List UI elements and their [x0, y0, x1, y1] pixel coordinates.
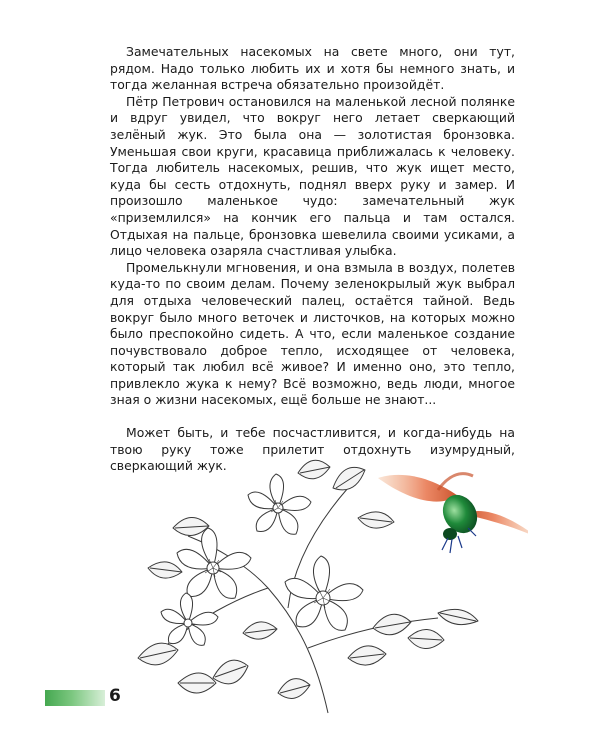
article-text [110, 44, 515, 475]
paragraph-4: Может быть, и тебе посчастливится, и когда-нибудь на твою руку тоже прилетит отдохнуть изумрудный, сверкающий жук. [110, 425, 515, 474]
page-number: 6 [109, 686, 121, 706]
rosehip-branch-illustration [118, 448, 528, 718]
page-number-bar [45, 690, 105, 706]
paragraph-1: Замечательных насекомых на свете много, они тут, рядом. Надо только любить их и хотя бы немного знать, и тогда желанная встреча обязательно произойдёт. [110, 44, 515, 93]
paragraph-3: Промелькнули мгновения, и она взмыла в воздух, полетев куда-то по своим делам. Почему зеленокрылый жук выбрал для отдыха человеческий палец, остаётся тайной. Ведь вокруг было много веточек и листочков, на которых можно было преспокойно сидеть. А что, если маленькое создание почувствовало доброе тепло, исходящее от человека, который так любил всё живое? И именно оно, это тепло, привлекло жука к нему? Всё возможно, ведь люди, многое зная о жизни насекомых, ещё больше не знают... [110, 259, 515, 408]
paragraph-2: Пётр Петрович остановился на маленькой лесной полянке и вдруг увидел, что вокруг него летает сверкающий зелёный жук. Это была она — золотистая бронзовка. Уменьшая свои круги, красавица приближалась к человеку. Тогда любитель насекомых, решив, что жук ищет место, куда бы сесть отдохнуть, поднял вверх руку и замер. И произошло маленькое чудо: замечательный жук «приземлился» на кончик его пальца и там остался. Отдыхая на пальце, бронзовка шевелила своими усиками, а лицо человека озаряла счастливая улыбка. [110, 93, 515, 259]
beetle-illustration [378, 474, 528, 553]
paragraph-gap [110, 409, 515, 425]
